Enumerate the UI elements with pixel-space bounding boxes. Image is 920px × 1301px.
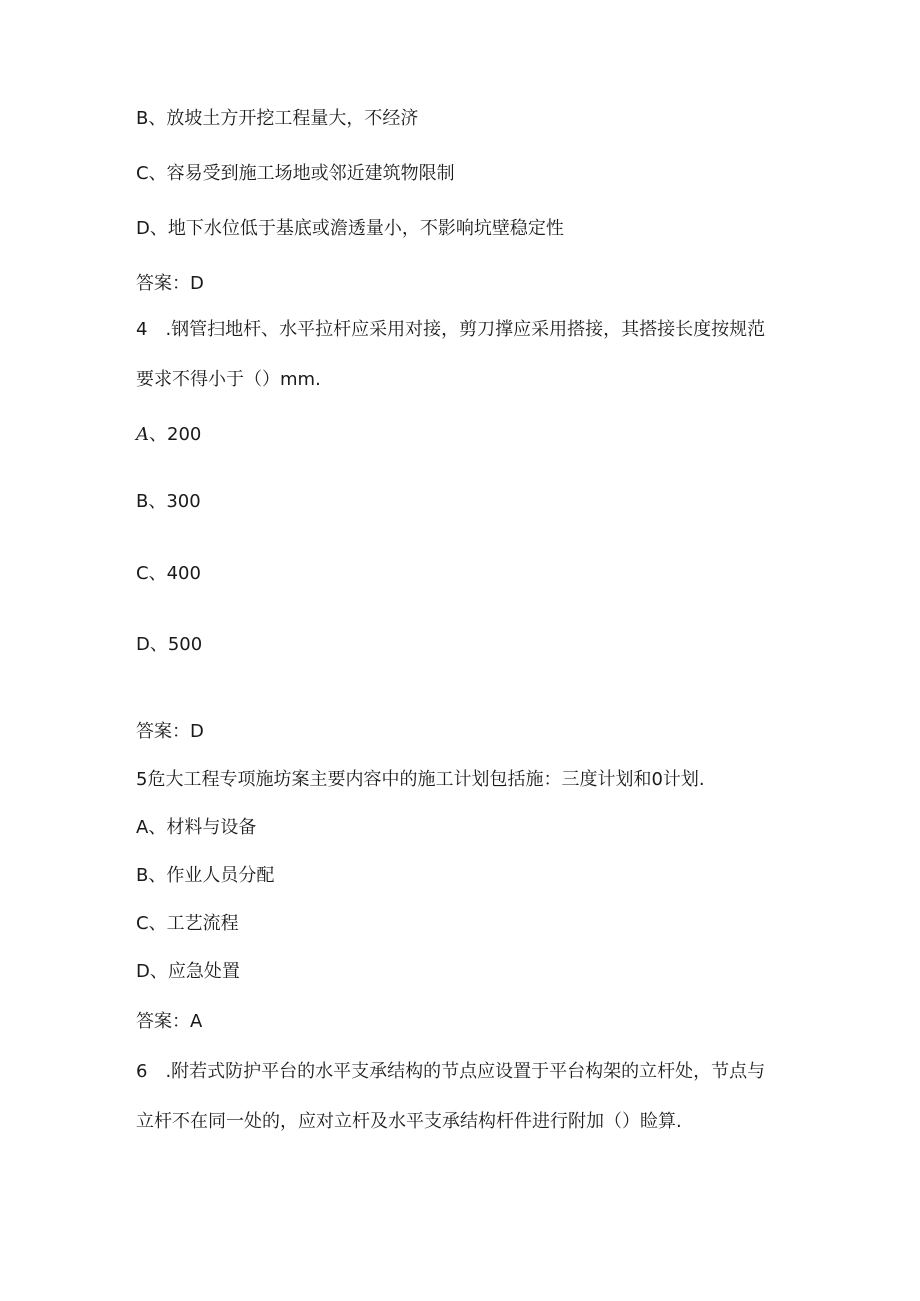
q4-option-a (136, 423, 201, 447)
q4-stem-line2: 要求不得小于（）mm. (136, 369, 321, 390)
q4-answer: 答案：D (136, 721, 204, 742)
q3-answer: 答案：D (136, 273, 204, 294)
q4-option-d: D、500 (136, 634, 203, 655)
q5-option-a: A、材料与设备 (136, 817, 257, 838)
q4-option-a-letter: A (136, 424, 149, 445)
q6-stem-line2: 立杆不在同一处的，应对立杆及水平支承结构杆件进行附加（）睑算. (136, 1111, 682, 1132)
q5-answer: 答案：A (136, 1011, 203, 1032)
q3-option-b: B、放坡土方开挖工程量大，不经济 (136, 108, 419, 129)
q5-option-d: D、应急处置 (136, 961, 240, 982)
q4-option-a-text: 、200 (149, 424, 202, 445)
q5-stem: 5危大工程专项施坊案主要内容中的施工计划包括施：三度计划和0计划. (136, 769, 705, 790)
q4-option-b: B、300 (136, 491, 201, 512)
q4-stem-line1: 4 .钢管扫地杆、水平拉杆应采用对接，剪刀撑应采用搭接，其搭接长度按规范 (136, 319, 766, 340)
q3-option-c: C、容易受到施工场地或邻近建筑物限制 (136, 163, 455, 184)
q3-option-d: D、地下水位低于基底或澹透量小，不影响坑壁稳定性 (136, 218, 564, 239)
q5-option-c: C、工艺流程 (136, 913, 239, 934)
q4-option-c: C、400 (136, 563, 201, 584)
q5-option-b: B、作业人员分配 (136, 865, 275, 886)
q6-stem-line1: 6 .附若式防护平台的水平支承结构的节点应设置于平台构架的立杆处，节点与 (136, 1061, 766, 1082)
